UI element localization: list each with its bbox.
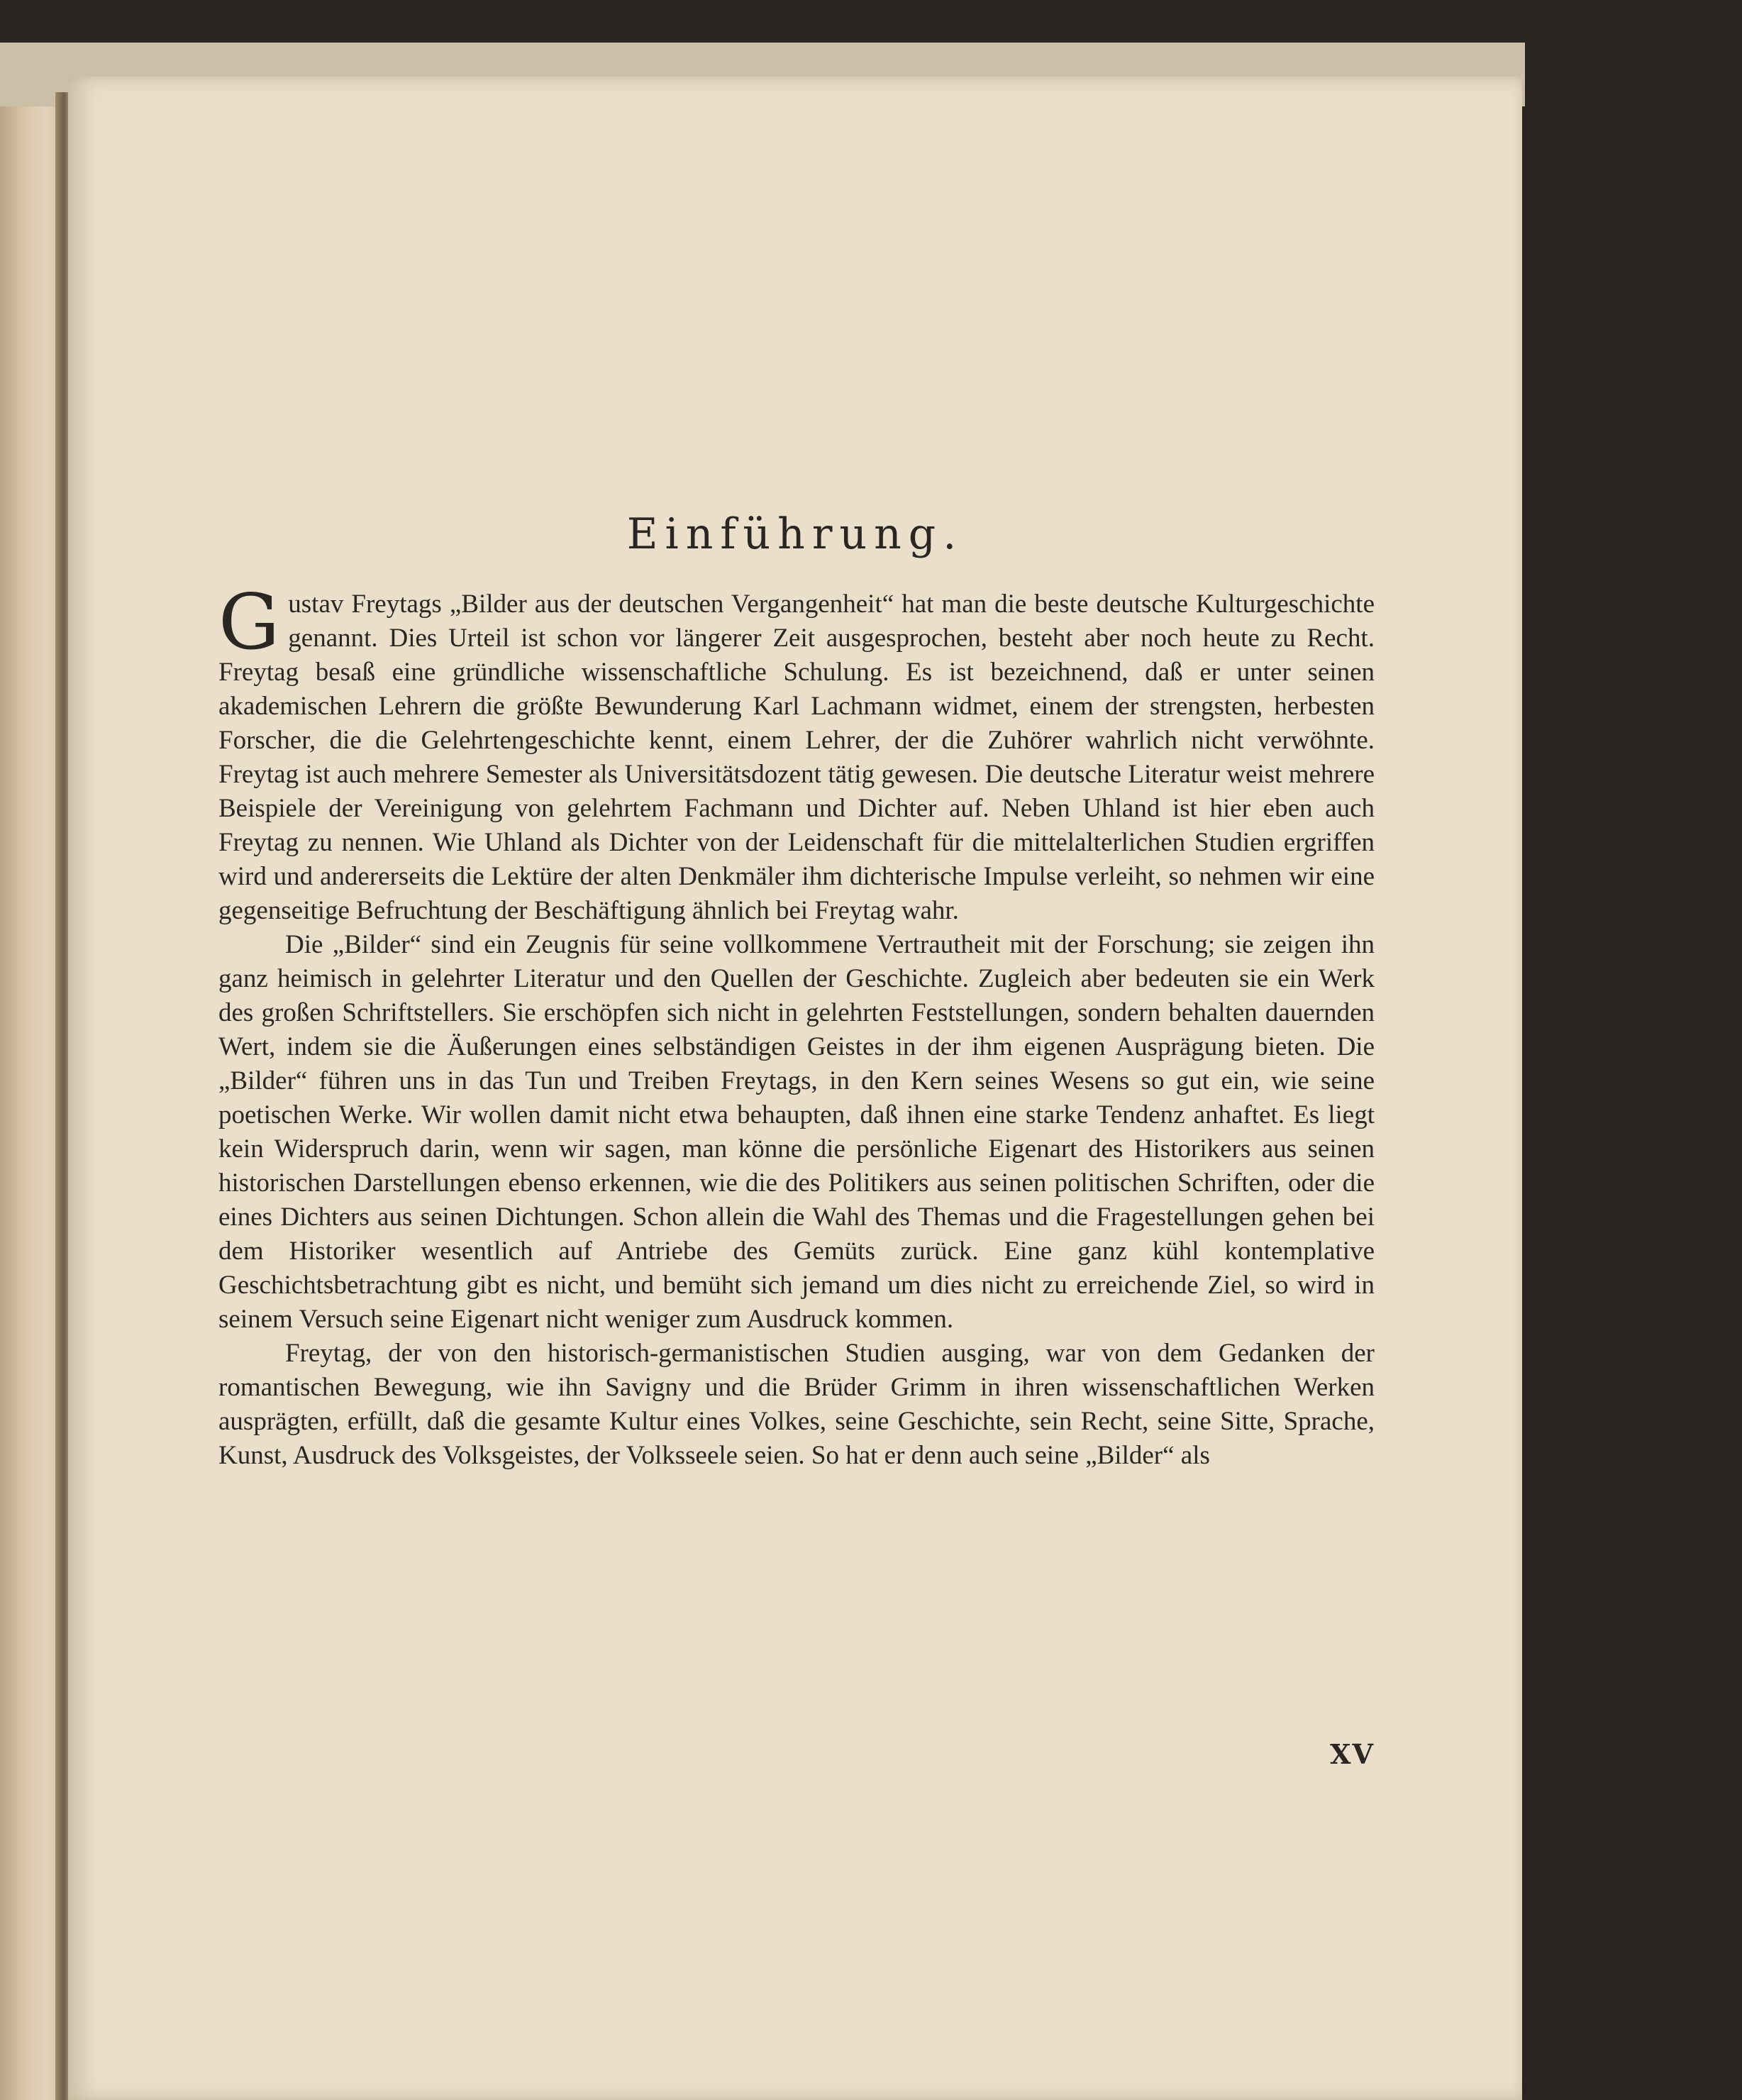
- chapter-title: Einführung.: [626, 509, 964, 559]
- paragraph-3: Freytag, der von den historisch-germanistischen Studien ausging, war von dem Gedanken der romantischen Bewegung, wie ihn Savigny und die Brüder Grimm in ihren wissenschaftlichen Werken ausprägten, erfüllt, daß die gesamte Kultur eines Volkes, seine Geschichte, sein Recht, seine Sitte, Sprache, Kunst, Ausdruck des Volksgeistes, der Volksseele seien. So hat er denn auch seine „Bilder“ als: [218, 1339, 1375, 1470]
- page-number: XV: [1330, 1738, 1375, 1770]
- drop-cap: G: [218, 578, 280, 667]
- body-text: [218, 578, 1375, 1473]
- paragraph-2: Die „Bilder“ sind ein Zeugnis für seine vollkommene Vertrautheit mit der Forschung; sie zeigen ihn ganz heimisch in gelehrter Literatur und den Quellen der Geschichte. Zugleich aber bedeuten sie ein Werk des großen Schriftstellers. Sie erschöpfen sich nicht in gelehrten Feststellungen, sondern behalten dauernden Wert, indem sie die Äußerungen eines selbständigen Geistes in der ihm eigenen Ausprägung bieten. Die „Bilder“ führen uns in das Tun und Treiben Freytags, in den Kern seines Wesens so gut ein, wie seine poetischen Werke. Wir wollen damit nicht etwa behaupten, daß ihnen eine starke Tendenz anhaftet. Es liegt kein Widerspruch darin, wenn wir sagen, man könne die persönliche Eigenart des Historikers aus seinen historischen Darstellungen ebenso erkennen, wie die des Politikers aus seinen politischen Schriften, oder die eines Dichters aus seinen Dichtungen. Schon allein die Wahl des Themas und die Fragestellungen gehen bei dem Historiker wesentlich auf Antriebe des Gemüts zurück. Eine ganz kühl kontemplative Geschichtsbetrachtung gibt es nicht, und bemüht sich jemand um dies nicht zu erreichende Ziel, so wird in seinem Versuch seine Eigenart nicht weniger zum Ausdruck kommen.: [218, 930, 1375, 1334]
- book-page: [68, 77, 1522, 2100]
- paragraph-1: [218, 578, 1375, 928]
- paragraph-1-text: ustav Freytags „Bilder aus der deutschen Vergangenheit“ hat man die beste deutsche Kulturgeschichte genannt. Dies Urteil ist schon vor längerer Zeit ausgesprochen, besteht aber noch heute zu Recht. Freytag besaß eine gründliche wissenschaftliche Schulung. Es ist bezeichnend, daß er unter seinen akademischen Lehrern die größte Bewunderung Karl Lachmann widmet, einem der strengsten, herbesten Forscher, die die Gelehrtengeschichte kennt, einem Lehrer, der die Zuhörer wahrlich nicht verwöhnte. Freytag ist auch mehrere Semester als Universitätsdozent tätig gewesen. Die deutsche Literatur weist mehrere Beispiele der Vereinigung von gelehrtem Fachmann und Dichter auf. Neben Uhland ist hier eben auch Freytag zu nennen. Wie Uhland als Dichter von der Leidenschaft für die mittelalterlichen Studien ergriffen wird und andererseits die Lektüre der alten Denkmäler ihm dichterische Impulse verleiht, so nehmen wir eine gegenseitige Befruchtung der Beschäftigung ähnlich bei Freytag wahr.: [218, 590, 1375, 925]
